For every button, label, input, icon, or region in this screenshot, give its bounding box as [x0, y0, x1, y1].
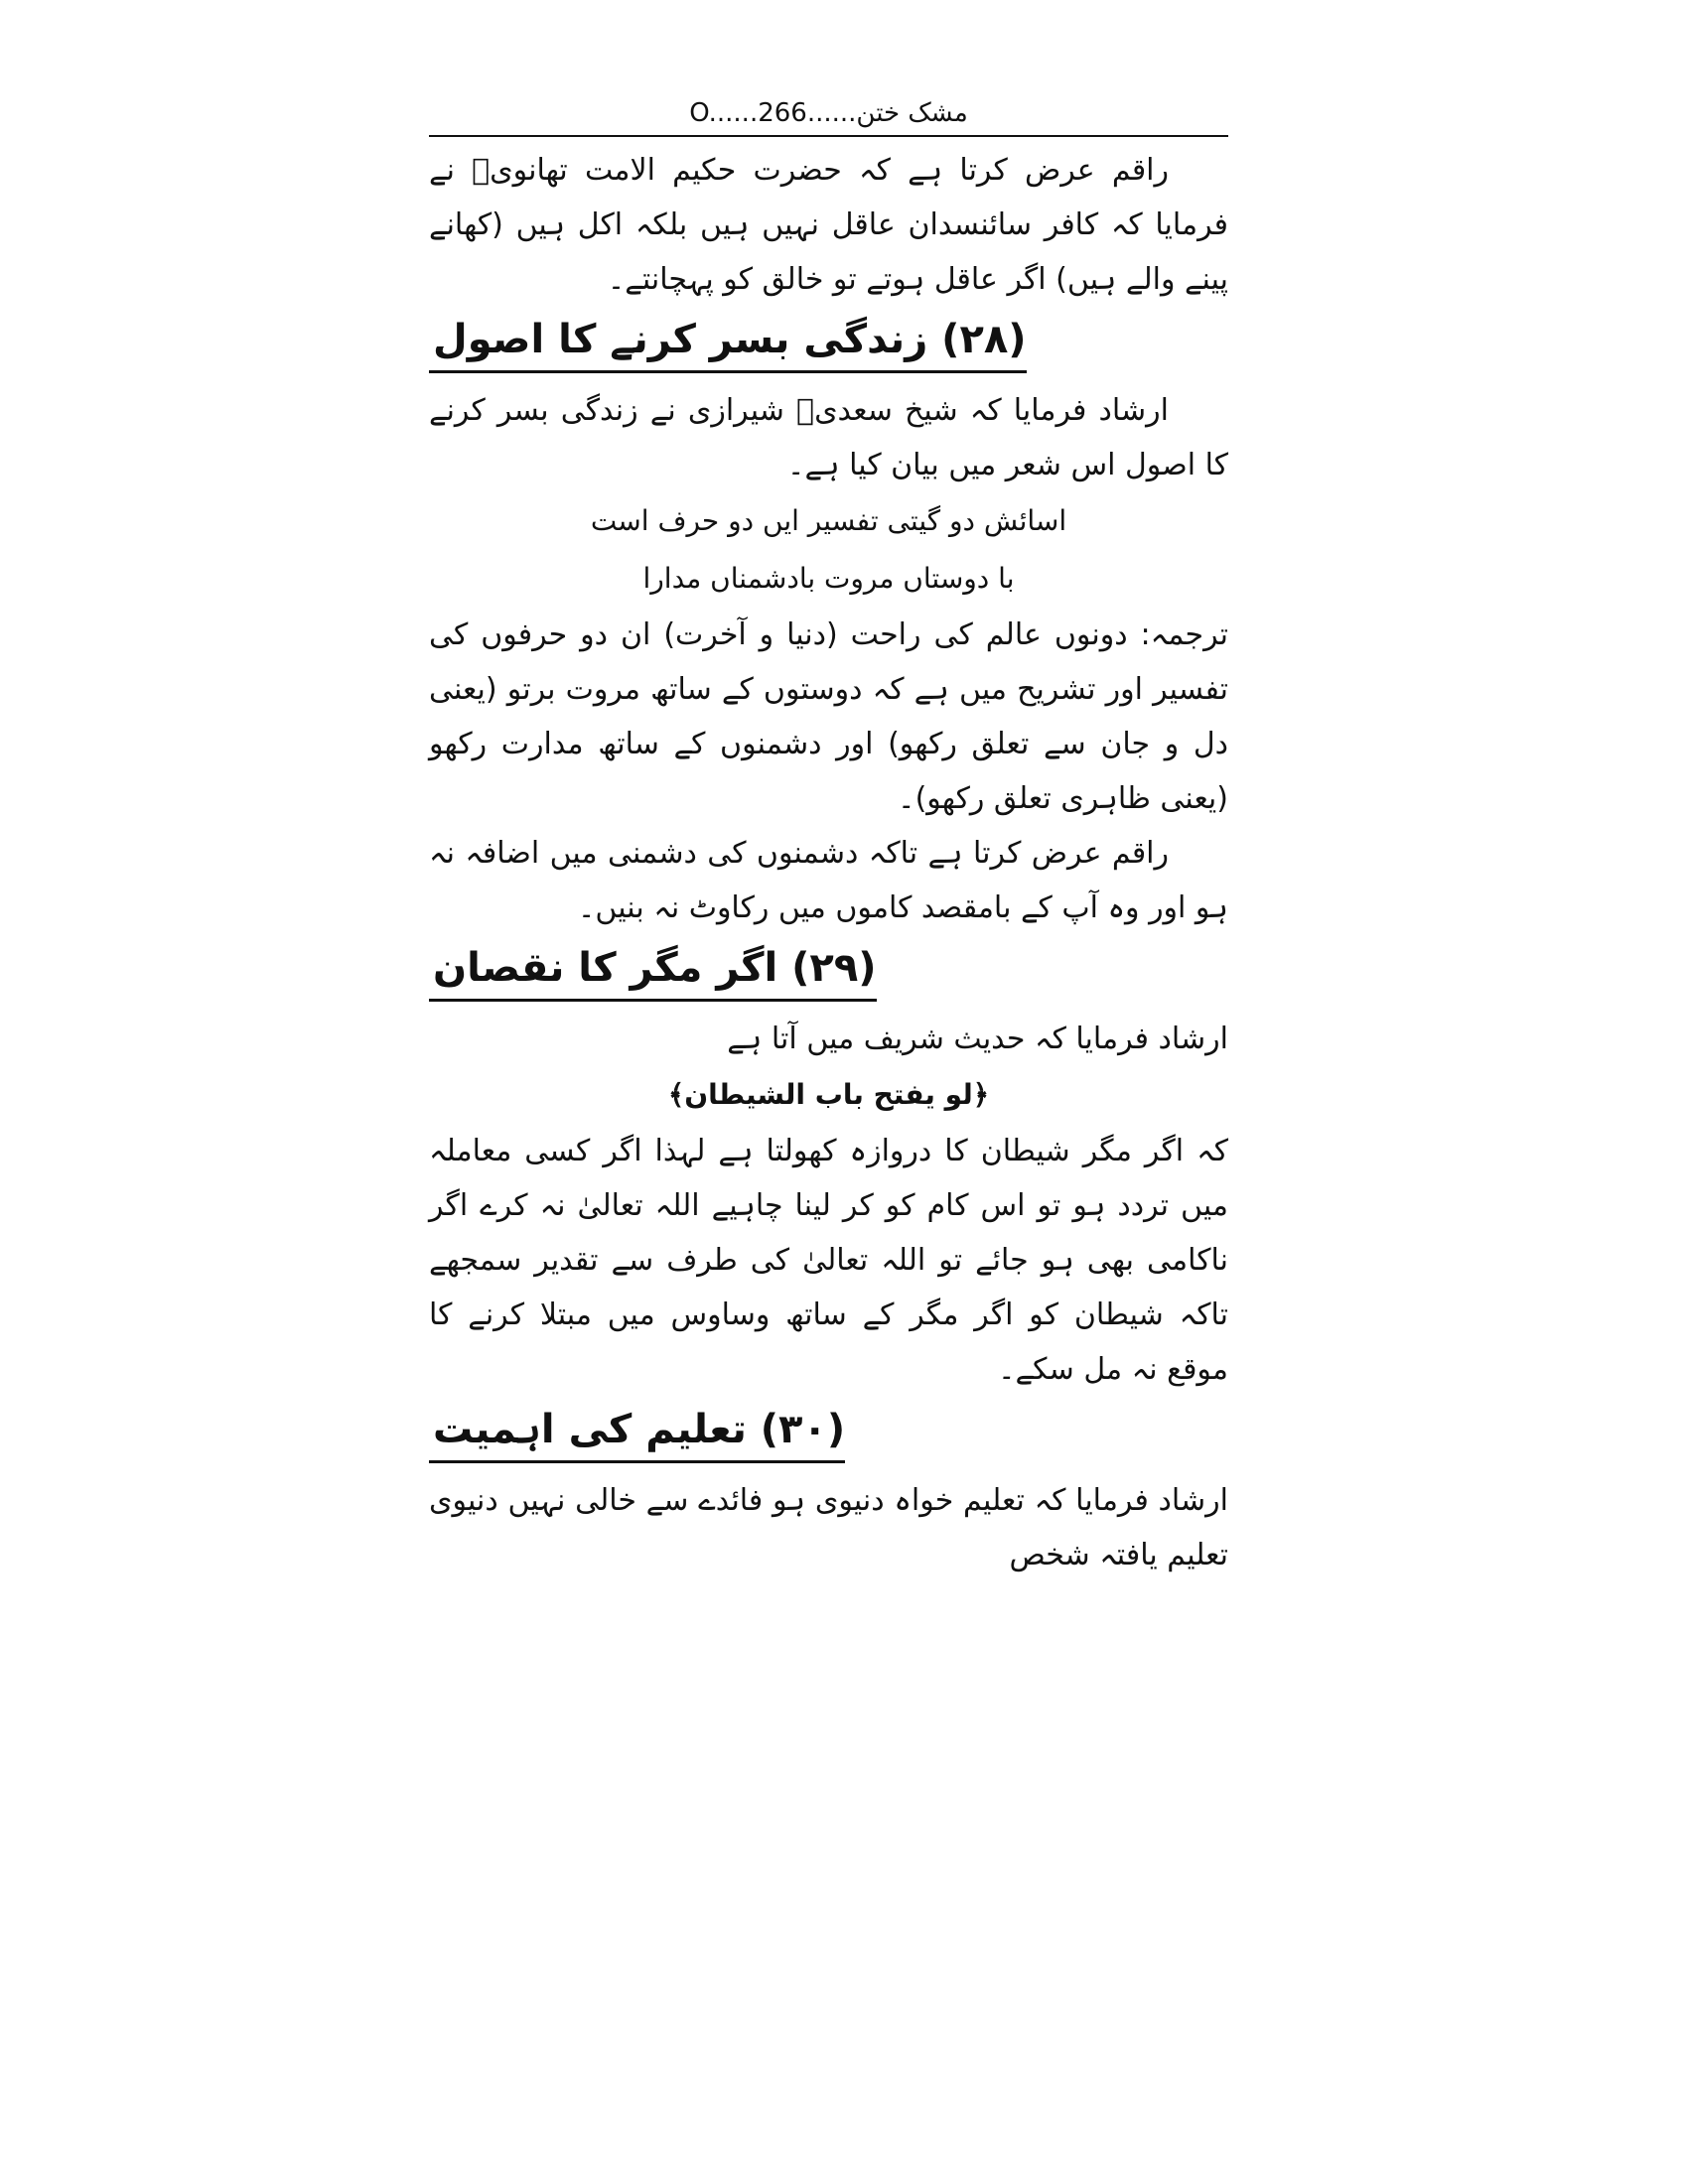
paragraph-3: ترجمہ: دونوں عالم کی راحت (دنیا و آخرت) ان دو حرفوں کی تفسیر اور تشریح میں ہے کہ دوستوں کے ساتھ مروت برتو (یعنی دل و جان سے تعلق رکھو) اور دشمنوں کے ساتھ مدارت رکھو (یعنی ظاہری تعلق رکھو)۔ [429, 617, 1228, 816]
verse-line-2: با دوستاں مروت بادشمناں مدارا [642, 562, 1015, 595]
paragraph-5: ارشاد فرمایا کہ حدیث شریف میں آتا ہے [727, 1022, 1228, 1056]
paragraph-1: راقم عرض کرتا ہے کہ حضرت حکیم الامت تھانویؒ نے فرمایا کہ کافر سائنسدان عاقل نہیں ہیں بلکہ اکل ہیں (کھانے پینے والے ہیں) اگر عاقل ہوتے تو خالق کو پہچانتے۔ [429, 153, 1228, 297]
header-rule [429, 135, 1228, 137]
page-header: مشک ختن......O......266 [689, 98, 968, 128]
paragraph-6: کہ اگر مگر شیطان کا دروازہ کھولتا ہے لہذا اگر کسی معاملہ میں تردد ہو تو اس کام کو کر لینا چاہیے اللہ تعالیٰ نہ کرے اگر ناکامی بھی ہو جائے تو اللہ تعالیٰ کی طرف سے تقدیر سمجھے تاکہ شیطان کو اگر مگر کے ساتھ وساوس میں مبتلا کرنے کا موقع نہ مل سکے۔ [429, 1134, 1228, 1387]
heading-30-wrap [429, 1399, 1228, 1463]
section-heading-30: (۳۰) تعلیم کی اہمیت [429, 1399, 845, 1463]
heading-29-wrap [429, 937, 1228, 1002]
section-heading-28: (۲۸) زندگی بسر کرنے کا اصول [429, 309, 1027, 373]
hadith-quote: ﴿لو یفتح باب الشیطان﴾ [667, 1078, 990, 1111]
section-heading-29: (۲۹) اگر مگر کا نقصان [429, 937, 877, 1002]
heading-28-wrap [429, 309, 1228, 373]
paragraph-7: ارشاد فرمایا کہ تعلیم خواہ دنیوی ہو فائدے سے خالی نہیں دنیوی تعلیم یافتہ شخص [429, 1483, 1228, 1572]
paragraph-2: ارشاد فرمایا کہ شیخ سعدیؒ شیرازی نے زندگی بسر کرنے کا اصول اس شعر میں بیان کیا ہے۔ [429, 393, 1228, 482]
page [429, 91, 1228, 1582]
verse-line-1: اسائش دو گیتی تفسیر ایں دو حرف است [590, 504, 1067, 537]
paragraph-4: راقم عرض کرتا ہے تاکہ دشمنوں کی دشمنی میں اضافہ نہ ہو اور وہ آپ کے بامقصد کاموں میں رکاوٹ نہ بنیں۔ [429, 836, 1228, 925]
